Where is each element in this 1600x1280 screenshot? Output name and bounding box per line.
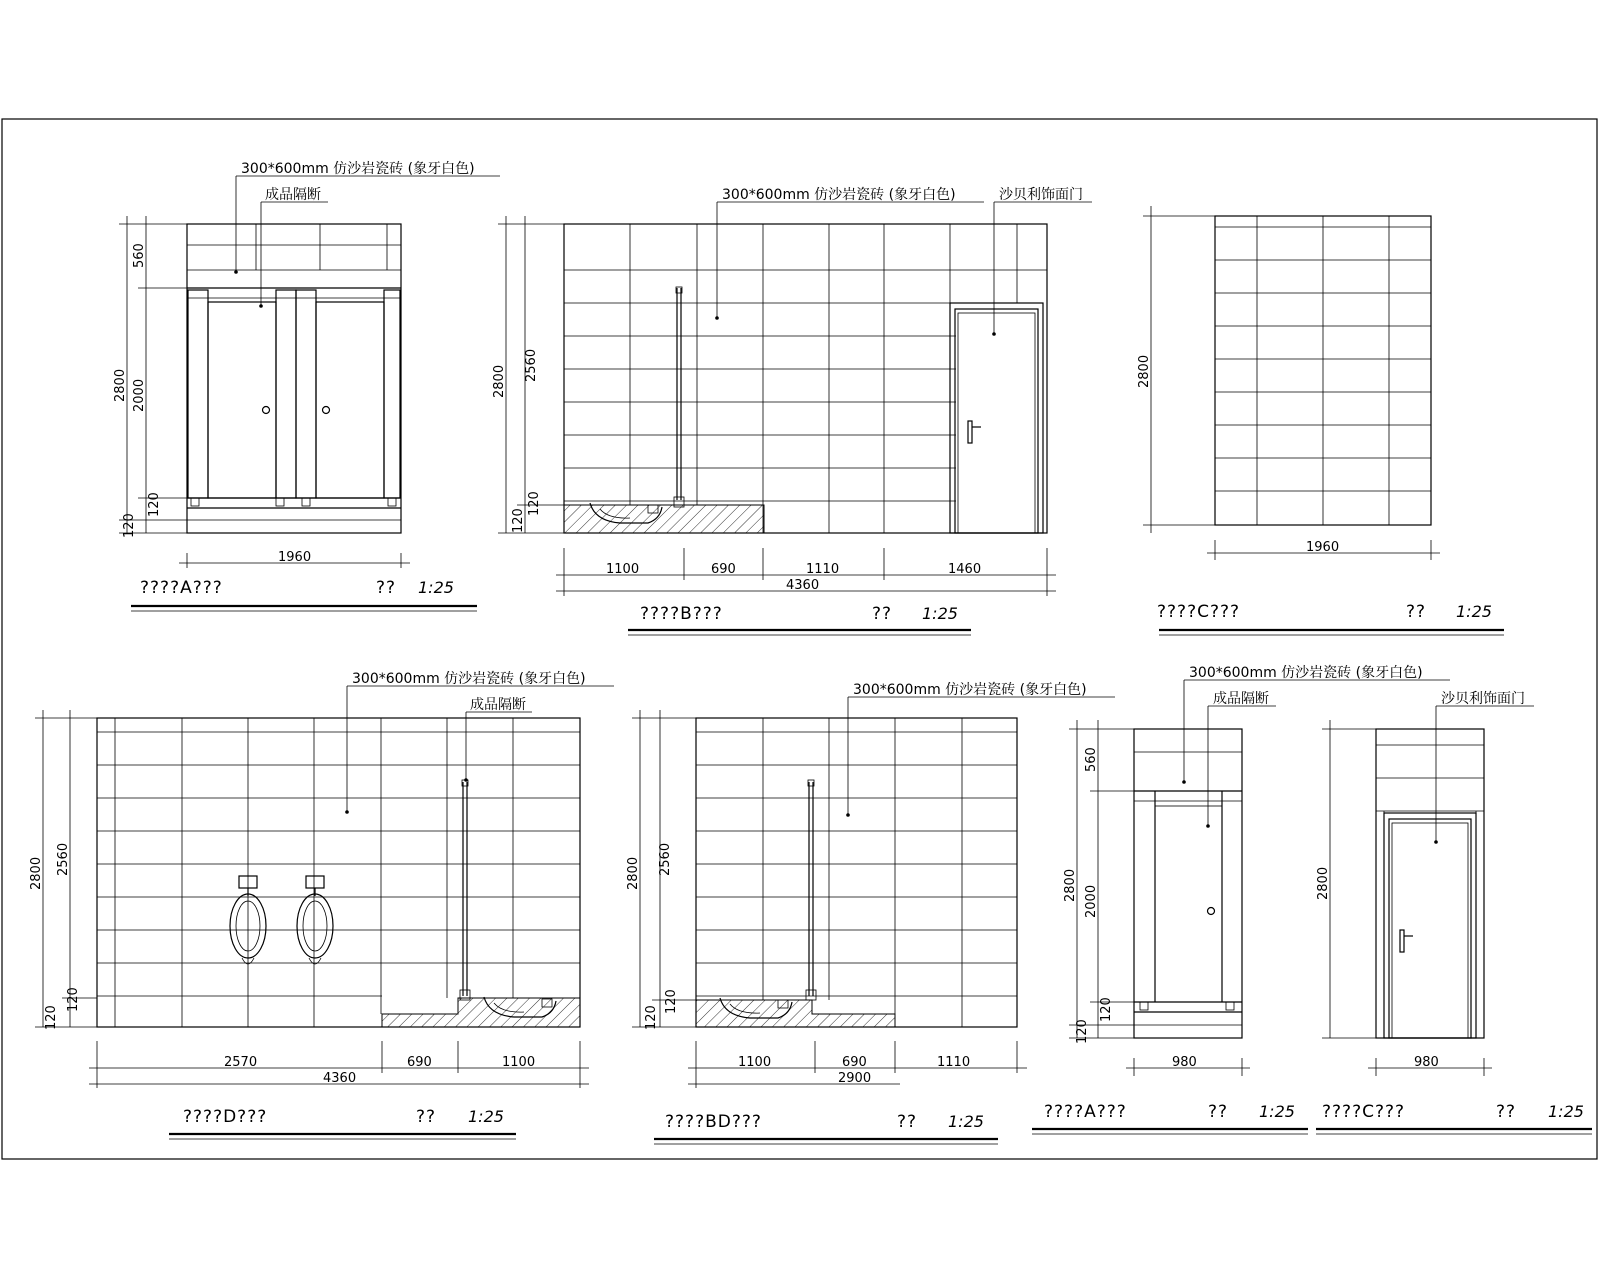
dim-a1-v4: 120 [122, 513, 137, 538]
dim-c1-v0: 2800 [1137, 354, 1152, 388]
dim-bd-h1: 690 [842, 1055, 867, 1070]
dim-c1-h0: 1960 [1306, 540, 1340, 555]
scale-a2: 1:25 [1259, 1102, 1295, 1121]
note-a2-partition: 成品隔断 [1213, 691, 1269, 707]
scale-label-b: ?? [872, 604, 893, 624]
dim-bd-v0: 2800 [626, 856, 641, 890]
dim-d-h1: 690 [407, 1055, 432, 1070]
dim-d-h0: 2570 [224, 1055, 258, 1070]
dim-a1-v3: 120 [147, 492, 162, 517]
dim-bd-h2: 1110 [937, 1055, 971, 1070]
dim-a1-v0: 560 [132, 243, 147, 268]
note-b-door: 沙贝利饰面门 [999, 187, 1083, 203]
scale-label-a2: ?? [1208, 1102, 1229, 1122]
dim-c2-h0: 980 [1414, 1055, 1439, 1070]
dim-b-h3: 1460 [948, 562, 982, 577]
scale-c1: 1:25 [1456, 602, 1492, 621]
scale-bd: 1:25 [948, 1112, 984, 1131]
scale-label-c1: ?? [1406, 602, 1427, 622]
note-c2-door: 沙贝利饰面门 [1441, 691, 1525, 707]
dim-a2-v4: 120 [1075, 1019, 1090, 1044]
dim-b-h0: 1100 [606, 562, 640, 577]
dim-d-v1: 2560 [56, 842, 71, 876]
dim-d-v2: 120 [66, 987, 81, 1012]
elevation-c1 [1137, 206, 1504, 635]
dim-b-h1: 690 [711, 562, 736, 577]
note-bd-tile: 300*600mm 仿沙岩瓷砖 (象牙白色) [853, 682, 1087, 698]
note-d-partition: 成品隔断 [470, 697, 526, 713]
dim-bd-v3: 120 [644, 1005, 659, 1030]
title-c1: ????C??? [1157, 602, 1241, 622]
note-d-tile: 300*600mm 仿沙岩瓷砖 (象牙白色) [352, 671, 586, 687]
scale-label-d: ?? [416, 1107, 437, 1127]
note-a1-tile: 300*600mm 仿沙岩瓷砖 (象牙白色) [241, 161, 475, 177]
scale-label-bd: ?? [897, 1112, 918, 1132]
title-b: ????B??? [640, 604, 723, 624]
note-a1-partition: 成品隔断 [265, 187, 321, 203]
dim-a2-h0: 980 [1172, 1055, 1197, 1070]
dim-b-h4: 4360 [786, 578, 820, 593]
dim-b-v0: 2800 [492, 364, 507, 398]
elevation-a1 [113, 160, 500, 611]
dim-b-v2: 120 [527, 491, 542, 516]
scale-c2: 1:25 [1548, 1102, 1584, 1121]
dim-a1-h0: 1960 [278, 550, 312, 565]
title-bd: ????BD??? [665, 1112, 762, 1132]
title-a2: ????A??? [1044, 1102, 1127, 1122]
dim-a2-v2: 2000 [1084, 884, 1099, 918]
dim-d-v0: 2800 [29, 856, 44, 890]
dim-d-h2: 1100 [502, 1055, 536, 1070]
dim-bd-v2: 120 [664, 989, 679, 1014]
dim-a2-v3: 120 [1099, 997, 1114, 1022]
elevation-c2 [1316, 690, 1592, 1134]
dim-b-v3: 120 [511, 508, 526, 533]
dim-bd-h0: 1100 [738, 1055, 772, 1070]
dim-b-h2: 1110 [806, 562, 840, 577]
dim-a1-v2: 2000 [132, 378, 147, 412]
scale-d: 1:25 [468, 1107, 504, 1126]
elevation-d [29, 670, 614, 1139]
title-d: ????D??? [183, 1107, 268, 1127]
dim-bd-h3: 2900 [838, 1071, 872, 1086]
dim-a1-v1: 2800 [113, 368, 128, 402]
elevation-a2 [1032, 664, 1450, 1134]
elevation-b [492, 186, 1092, 635]
scale-b: 1:25 [922, 604, 958, 623]
scale-a1: 1:25 [418, 578, 454, 597]
dim-a2-v1: 2800 [1063, 868, 1078, 902]
scale-label-a1: ?? [376, 578, 397, 598]
dim-b-v1: 2560 [524, 348, 539, 382]
dim-bd-v1: 2560 [658, 842, 673, 876]
elevation-bd [626, 681, 1115, 1144]
dim-a2-v0: 560 [1084, 747, 1099, 772]
dim-c2-v0: 2800 [1316, 866, 1331, 900]
note-b-tile: 300*600mm 仿沙岩瓷砖 (象牙白色) [722, 187, 956, 203]
scale-label-c2: ?? [1496, 1102, 1517, 1122]
title-c2: ????C??? [1322, 1102, 1406, 1122]
dim-d-v3: 120 [44, 1005, 59, 1030]
dim-d-h3: 4360 [323, 1071, 357, 1086]
note-a2-tile: 300*600mm 仿沙岩瓷砖 (象牙白色) [1189, 665, 1423, 681]
title-a1: ????A??? [140, 578, 223, 598]
